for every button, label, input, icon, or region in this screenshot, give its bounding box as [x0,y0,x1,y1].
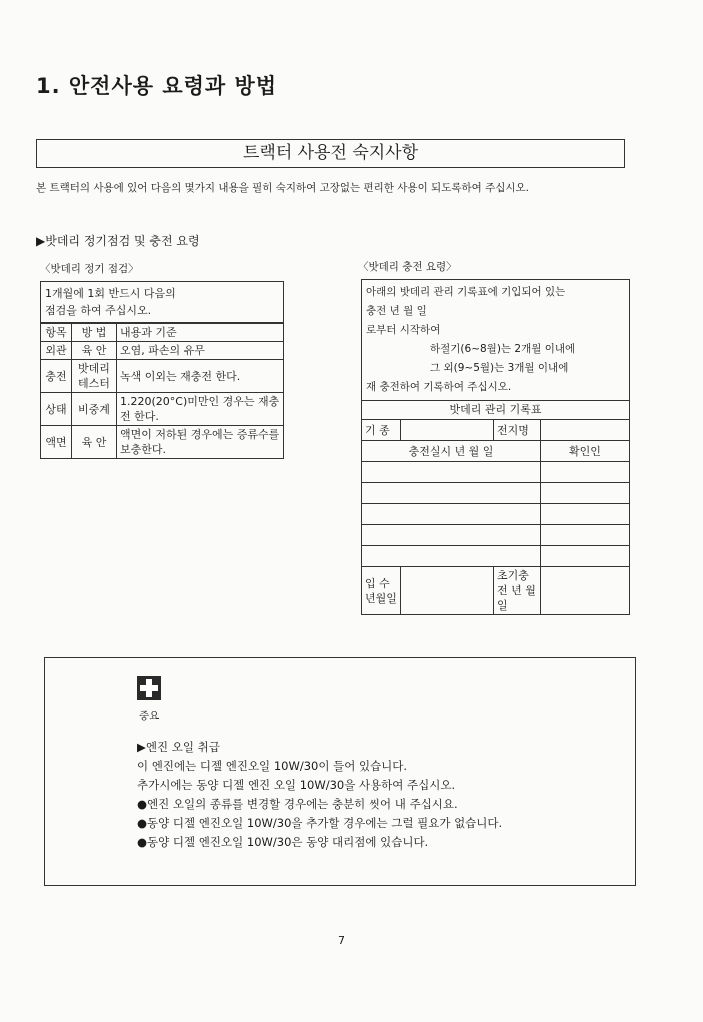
item-cell: 외관 [41,342,72,360]
table-header-row [362,441,629,462]
model-value [401,420,494,441]
notice-heading: ▶엔진 오일 취급 [137,740,220,754]
confirm-cell [541,462,630,483]
intake-label: 입 수 년월일 [362,567,401,615]
battery-sub-heading: ▶밧데리 정기점검 및 충전 요령 [36,234,200,248]
table-row [41,342,283,360]
battery-label: 전지명 [494,420,541,441]
record-table [362,419,629,614]
table-row [362,483,629,504]
page-number: 7 [338,934,345,947]
criteria-cell: 액면이 저하된 경우에는 증류수를 보충한다. [117,426,284,459]
notice-line: 이 엔진에는 디젤 엔진오일 10W/30이 들어 있습니다. [137,759,408,773]
item-cell: 액면 [41,426,72,459]
inspection-note-line: 점검을 하여 주십시오. [45,304,152,317]
important-cross-icon [137,676,161,700]
table-row [41,360,283,393]
table-row [362,567,629,615]
date-cell [362,483,541,504]
item-cell: 충전 [41,360,72,393]
date-cell [362,462,541,483]
notice-bullet: ●동양 디젤 엔진오일 10W/30을 추가할 경우에는 그럴 필요가 없습니다. [137,816,503,830]
charging-line: 재 충전하여 기록하여 주십시오. [366,381,512,393]
header-cell: 항목 [41,324,72,342]
charging-line: 충전 년 월 일 [366,305,427,317]
important-label: 중요 [139,710,160,722]
table-row [362,420,629,441]
charging-box [361,279,630,615]
table-row [362,462,629,483]
header-cell: 방 법 [72,324,117,342]
important-notice-box [44,657,636,886]
criteria-cell: 1.220(20°C)미만인 경우는 재충전 한다. [117,393,284,426]
date-header: 충전실시 년 월 일 [362,441,541,462]
table-row [41,393,283,426]
inspection-caption: 〈밧데리 정기 점검〉 [40,263,139,275]
date-cell [362,546,541,567]
charging-line: 하절기(6~8월)는 2개월 이내에 [430,343,576,355]
confirm-header: 확인인 [541,441,630,462]
method-cell: 비중계 [72,393,117,426]
notice-bullet: ●엔진 오일의 종류를 변경할 경우에는 충분히 씻어 내 주십시요. [137,797,458,811]
method-cell: 육 안 [72,426,117,459]
confirm-cell [541,546,630,567]
page-title-box: 트랙터 사용전 숙지사항 [36,139,625,168]
date-cell [362,525,541,546]
charging-caption: 〈밧데리 충전 요령〉 [358,261,457,273]
method-cell: 밧데리 테스터 [72,360,117,393]
initial-charge-label: 초기충전 년 월 일 [494,567,541,615]
item-cell: 상태 [41,393,72,426]
initial-charge-value [541,567,630,615]
notice-bullet: ●동양 디젤 엔진오일 10W/30은 동양 대리점에 있습니다. [137,835,429,849]
battery-value [541,420,630,441]
table-row [362,525,629,546]
date-cell [362,504,541,525]
charging-note [362,280,629,400]
table-row [362,546,629,567]
confirm-cell [541,483,630,504]
model-label: 기 종 [362,420,401,441]
inspection-note [41,282,283,323]
inspection-grid [41,323,283,458]
record-table-title: 밧데리 관리 기록표 [362,400,629,419]
section-heading: 1. 안전사용 요령과 방법 [36,74,278,98]
method-cell: 육 안 [72,342,117,360]
notice-line: 추가시에는 동양 디젤 엔진 오일 10W/30을 사용하여 주십시오. [137,778,456,792]
charging-line: 로부터 시작하여 [366,324,441,336]
inspection-table [40,281,284,459]
table-row [41,426,283,459]
table-row [362,504,629,525]
inspection-note-line: 1개월에 1회 반드시 다음의 [45,287,176,300]
header-cell: 내용과 기준 [117,324,284,342]
intro-text: 본 트랙터의 사용에 있어 다음의 몇가지 내용을 필히 숙지하여 고장없는 편리한 사용이 되도록하여 주십시오. [36,182,530,194]
charging-line: 그 외(9~5월)는 3개월 이내에 [430,362,569,374]
table-header-row [41,324,283,342]
charging-line: 아래의 밧데리 관리 기록표에 기입되어 있는 [366,286,566,298]
intake-value [401,567,494,615]
criteria-cell: 녹색 이외는 재충전 한다. [117,360,284,393]
criteria-cell: 오염, 파손의 유무 [117,342,284,360]
confirm-cell [541,525,630,546]
confirm-cell [541,504,630,525]
